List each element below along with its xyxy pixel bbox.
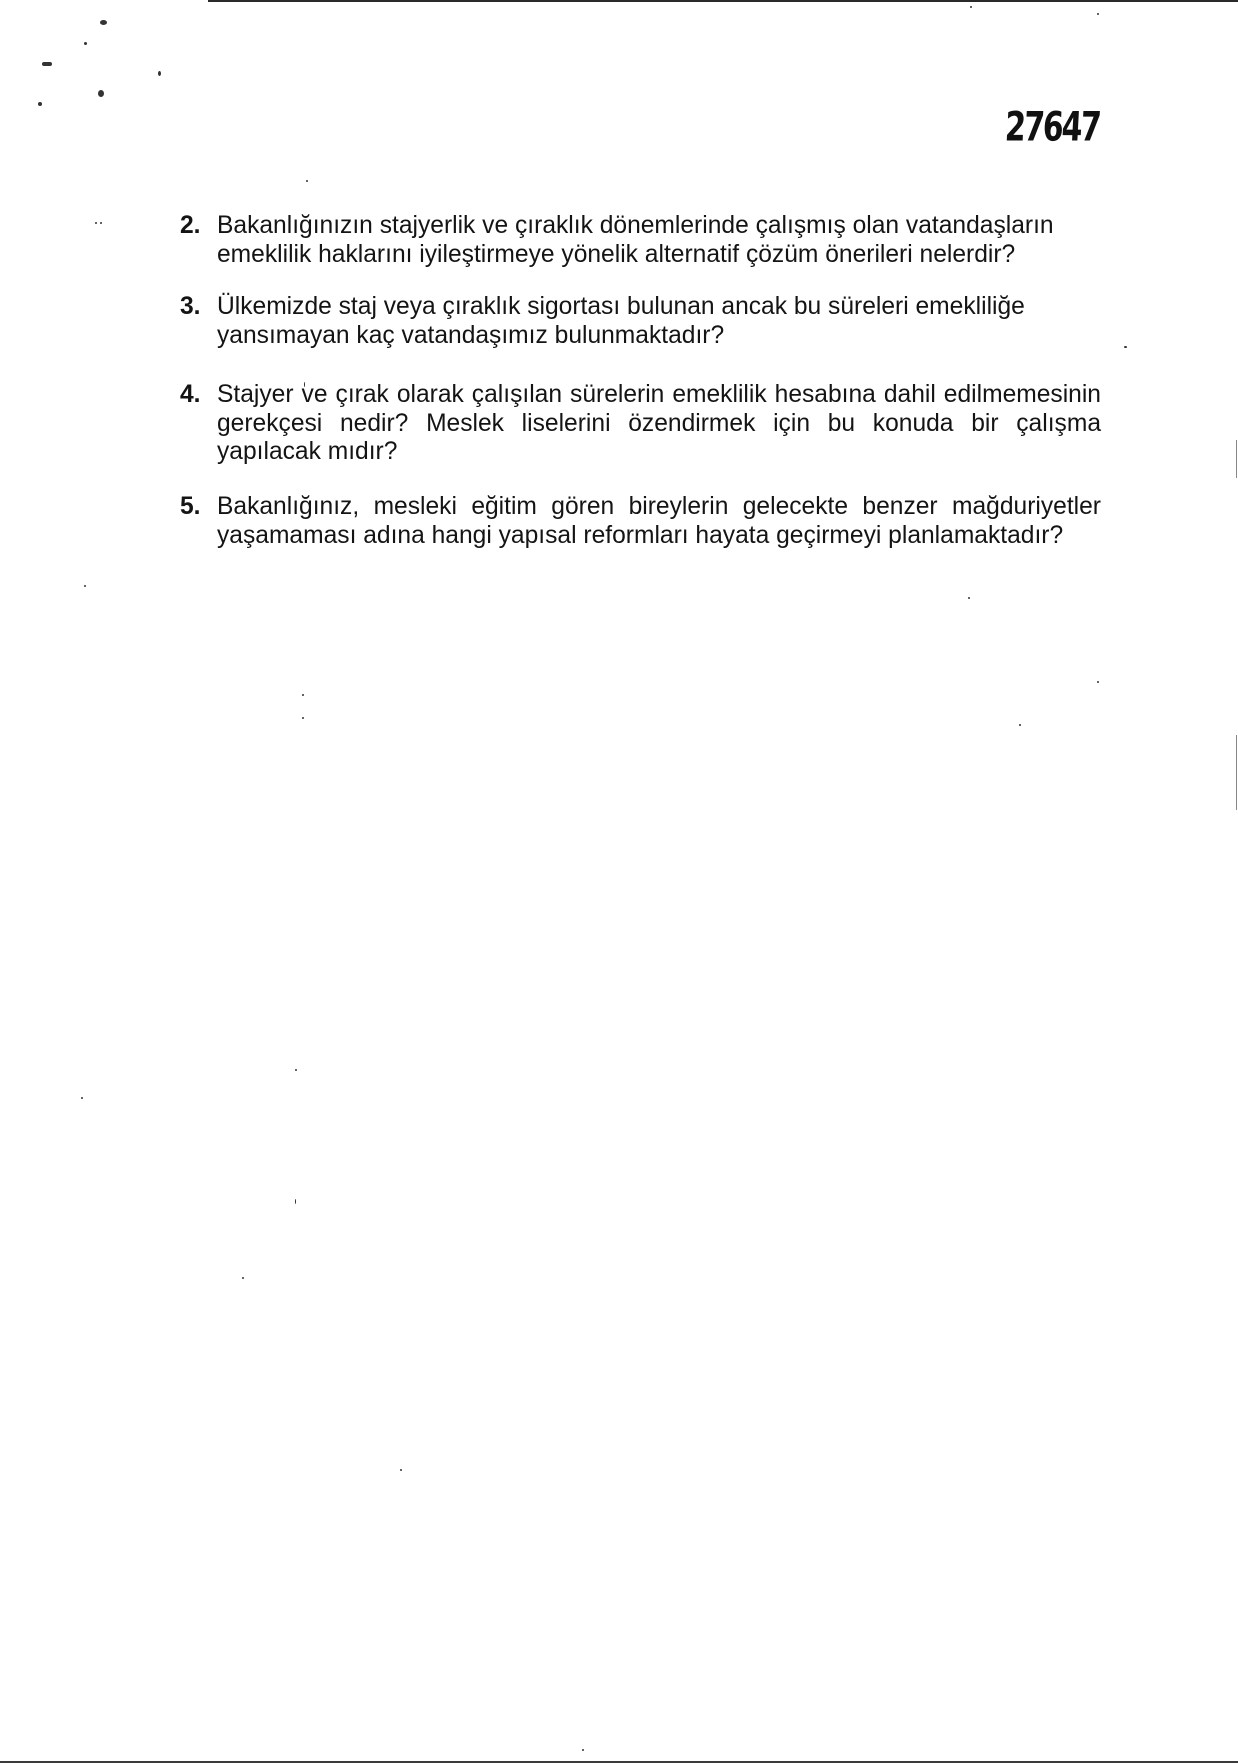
scan-speck: [1124, 346, 1127, 348]
scan-speck: [158, 71, 161, 76]
scan-speck: [38, 102, 42, 106]
scan-speck: [302, 694, 304, 696]
handwritten-reference-number: 27647: [1003, 103, 1101, 152]
scan-speck: [968, 597, 970, 599]
question-text: [217, 212, 1101, 269]
question-text-line: Bakanlığınızın stajyerlik ve çıraklık dönemlerinde çalışmış olan vatandaşların: [217, 212, 1054, 239]
question-text-line: emeklilik haklarını iyileştirmeye yönelik alternatif çözüm önerileri nelerdir?: [217, 240, 1016, 268]
scan-speck: [84, 42, 87, 45]
question-number: 3.: [180, 293, 201, 320]
question-text-line: gerekçesi nedir? Meslek liselerini özendirmek için bu konuda bir çalışma: [217, 409, 1101, 437]
question-text-line: yansımayan kaç vatandaşımız bulunmaktadır?: [217, 321, 725, 349]
scan-speck: [100, 222, 102, 224]
scan-speck: [84, 585, 86, 587]
scan-speck: [1019, 724, 1021, 726]
scan-speck: [242, 1277, 244, 1279]
scan-speck: [306, 180, 308, 182]
question-text-line: Stajyer ve çırak olarak çalışılan sürelerin emeklilik hesabına dahil edilmemesinin: [217, 381, 1101, 408]
question-text: [217, 493, 1101, 550]
question-number: 5.: [180, 493, 201, 520]
scan-speck: [400, 1469, 402, 1471]
question-text-line: yaşamaması adına hangi yapısal reformları hayata geçirmeyi planlamaktadır?: [217, 521, 1064, 549]
scan-speck: [42, 62, 52, 66]
scan-edge-top: [208, 0, 1238, 2]
scan-speck: [295, 1069, 297, 1071]
scan-edge-right: [1236, 735, 1237, 810]
scan-speck: [302, 717, 304, 719]
scan-speck: [100, 20, 107, 25]
question-text-line: Ülkemizde staj veya çıraklık sigortası bulunan ancak bu süreleri emekliliğe: [217, 293, 1025, 320]
scan-speck: [95, 222, 97, 224]
question-number: 2.: [180, 212, 201, 239]
scan-speck: [970, 6, 972, 8]
scan-speck: [1097, 13, 1099, 15]
question-number: 4.: [180, 381, 201, 408]
scan-edge-right: [1236, 440, 1237, 478]
question-text-line: Bakanlığınız, mesleki eğitim gören bireylerin gelecekte benzer mağduriyetler: [217, 493, 1101, 520]
scan-speck: [81, 1097, 83, 1099]
question-text-line: yapılacak mıdır?: [217, 438, 398, 465]
scan-speck: [1097, 681, 1099, 683]
question-text: [217, 293, 1101, 350]
scan-speck: [582, 1749, 584, 1751]
scan-speck: [98, 90, 104, 97]
scan-speck: [295, 1199, 296, 1204]
scan-edge-bottom: [0, 1761, 1238, 1763]
question-text: [217, 381, 1101, 467]
